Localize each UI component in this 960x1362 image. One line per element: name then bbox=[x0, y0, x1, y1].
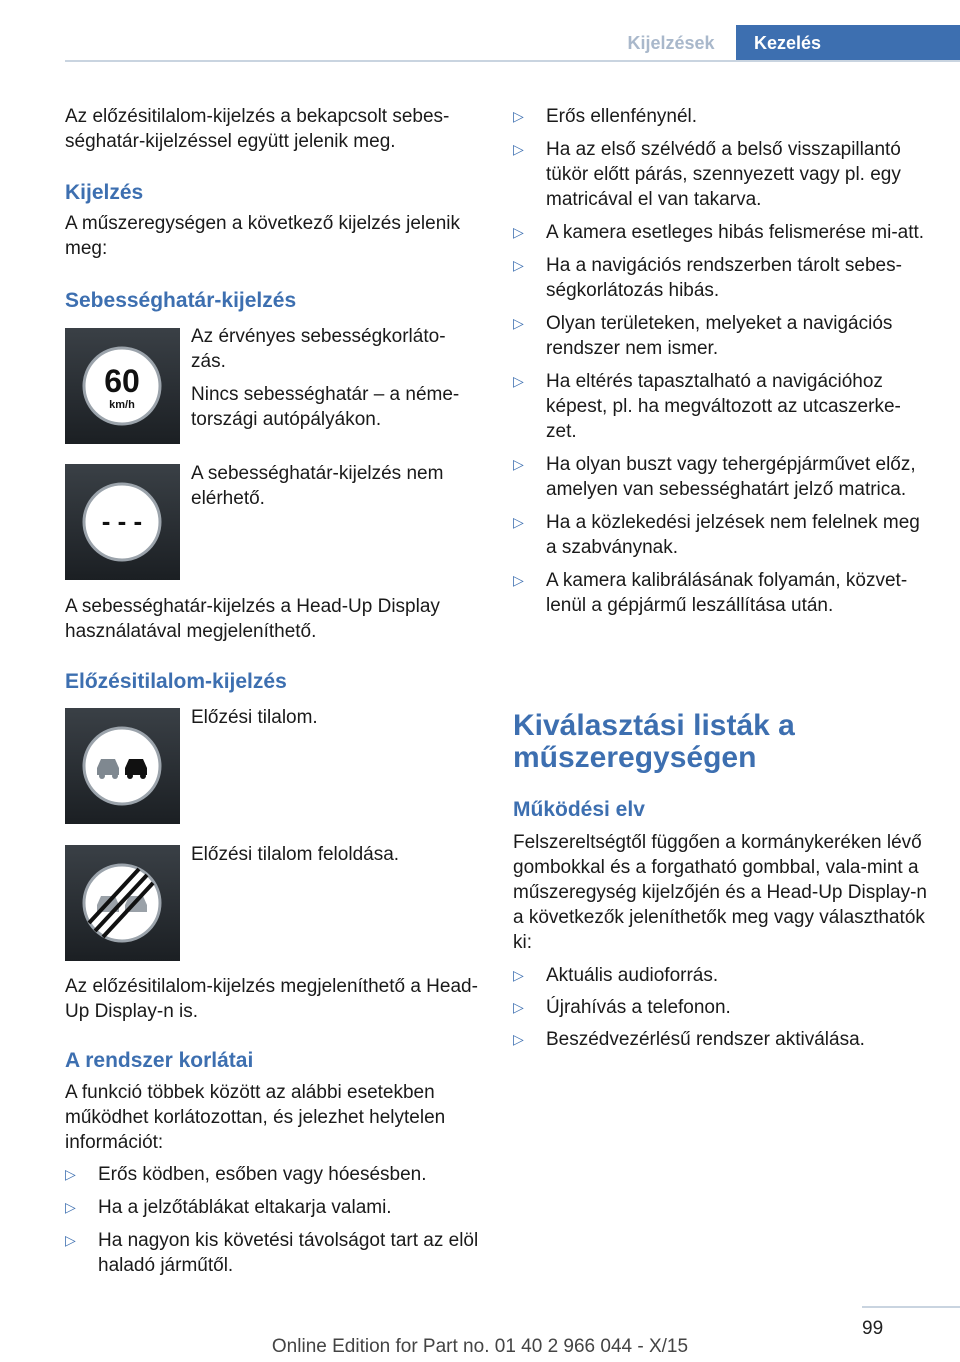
triangle-bullet-icon: ▷ bbox=[513, 257, 524, 273]
edition-footer: Online Edition for Part no. 01 40 2 966 044 - X/15 bbox=[271, 1336, 689, 1357]
paragraph-mukodesi: Felszereltségtől függően a kormánykeréken lévő gombokkal és a forgatható gombbal, vala-mint a műszeregység kijelzőjén és a Head-Up Display-n a következők jeleníthetők meg vagy választhatók ki: bbox=[513, 832, 927, 953]
triangle-bullet-icon: ▷ bbox=[65, 1199, 76, 1215]
page-number: 99 bbox=[862, 1318, 884, 1339]
list-item: ▷ Erős ködben, esőben vagy hóesésben. bbox=[65, 1164, 427, 1185]
list-item: ▷ A kamera kalibrálásának folyamán, közvet-lenül a gépjármű leszállítása után. bbox=[513, 570, 908, 616]
list-item: ▷ Ha az első szélvédő a belső visszapillantó tükör előtt párás, szennyezett vagy pl. egy matricával el van takarva. bbox=[513, 139, 901, 210]
list-item: ▷ A kamera esetleges hibás felismerése mi-att. bbox=[513, 222, 925, 243]
heading-kijelzes: Kijelzés bbox=[65, 181, 144, 204]
paragraph-kijelzes: A műszeregységen a következő kijelzés jelenik meg: bbox=[65, 213, 460, 259]
list-item: ▷ Olyan területeken, melyeket a navigációs rendszer nem ismer. bbox=[513, 313, 893, 359]
list-item: ▷ Ha a közlekedési jelzések nem felelnek meg a szabványnak. bbox=[513, 512, 920, 558]
selection-list bbox=[513, 963, 928, 1052]
heading-sebessteghatar: Sebességhatár-kijelzés bbox=[65, 289, 297, 312]
triangle-bullet-icon: ▷ bbox=[513, 456, 524, 472]
footer-divider bbox=[862, 1306, 960, 1308]
paragraph-hud-speed: A sebességhatár-kijelzés a Head-Up Display használatával megjeleníthető. bbox=[65, 596, 440, 642]
speed-limit-unavailable-sign bbox=[65, 464, 180, 580]
list-item: ▷ Ha a navigációs rendszerben tárolt sebes-ségkorlátozás hibás. bbox=[513, 255, 902, 301]
triangle-bullet-icon: ▷ bbox=[65, 1232, 76, 1248]
triangle-bullet-icon: ▷ bbox=[513, 1031, 524, 1047]
list-item: ▷ Ha a jelzőtáblákat eltakarja valami. bbox=[65, 1197, 392, 1218]
triangle-bullet-icon: ▷ bbox=[513, 315, 524, 331]
list-item: ▷ Erős ellenfénynél. bbox=[513, 106, 698, 127]
triangle-bullet-icon: ▷ bbox=[65, 1166, 76, 1182]
end-no-overtaking-sign bbox=[65, 845, 180, 961]
right-limitations-list bbox=[513, 104, 928, 618]
sign2-description: A sebességhatár-kijelzés nem elérhető. bbox=[191, 463, 444, 509]
speed-limit-60-sign bbox=[65, 328, 180, 444]
heading-elozesitilalom: Előzésitilalom-kijelzés bbox=[65, 670, 287, 693]
intro-paragraph: Az előzésitilalom-kijelzés a bekapcsolt sebes-séghatár-kijelzéssel együtt jelenik meg. bbox=[65, 106, 450, 152]
sign-ring-icon bbox=[84, 728, 160, 804]
list-item: ▷ Ha nagyon kis követési távolságot tart az elöl haladó járműtől. bbox=[65, 1230, 479, 1276]
sign1-unit: km/h bbox=[109, 399, 135, 411]
triangle-bullet-icon: ▷ bbox=[513, 224, 524, 240]
no-overtaking-sign bbox=[65, 708, 180, 824]
header-divider bbox=[65, 60, 960, 62]
paragraph-korlatai: A funkció többek között az alábbi esetekben működhet korlátozottan, és jelezhet helytelen információt: bbox=[65, 1082, 446, 1153]
triangle-bullet-icon: ▷ bbox=[513, 141, 524, 157]
list-item: ▷ Aktuális audioforrás. bbox=[513, 965, 719, 986]
sign1-description: Az érvényes sebességkorláto-zás. bbox=[191, 326, 446, 372]
triangle-bullet-icon: ▷ bbox=[513, 999, 524, 1015]
heading-korlatai: A rendszer korlátai bbox=[65, 1049, 254, 1072]
triangle-bullet-icon: ▷ bbox=[513, 108, 524, 124]
heading-mukodesi-elv: Működési elv bbox=[513, 798, 645, 821]
left-limitations-list bbox=[65, 1162, 480, 1278]
sign3-description: Előzési tilalom. bbox=[191, 707, 318, 728]
list-item: ▷ Ha eltérés tapasztalható a navigációhoz képest, pl. ha megváltozott az utcaszerke-zet. bbox=[513, 371, 901, 442]
list-item: ▷ Beszédvezérlésű rendszer aktiválása. bbox=[513, 1029, 865, 1050]
tab-kezeles[interactable]: Kezelés bbox=[736, 25, 960, 62]
heading-kivalasztasi-listak: Kiválasztási listák a műszeregységen bbox=[513, 709, 795, 774]
sign1-number: 60 bbox=[104, 363, 140, 399]
sign4-description: Előzési tilalom feloldása. bbox=[191, 844, 400, 865]
list-item: ▷ Újrahívás a telefonon. bbox=[513, 997, 731, 1018]
sign2-dashes: - - - bbox=[101, 506, 143, 536]
triangle-bullet-icon: ▷ bbox=[513, 572, 524, 588]
triangle-bullet-icon: ▷ bbox=[513, 373, 524, 389]
triangle-bullet-icon: ▷ bbox=[513, 967, 524, 983]
sign1-description-2: Nincs sebességhatár – a néme-tországi autópályákon. bbox=[191, 384, 460, 430]
tab-kijelzesek[interactable]: Kijelzések bbox=[627, 33, 715, 53]
triangle-bullet-icon: ▷ bbox=[513, 514, 524, 530]
list-item: ▷ Ha olyan buszt vagy tehergépjárművet előz, amelyen van sebességhatárt jelző matrica. bbox=[513, 454, 916, 500]
paragraph-hud-overtaking: Az előzésitilalom-kijelzés megjeleníthető a Head-Up Display-n is. bbox=[65, 976, 478, 1022]
